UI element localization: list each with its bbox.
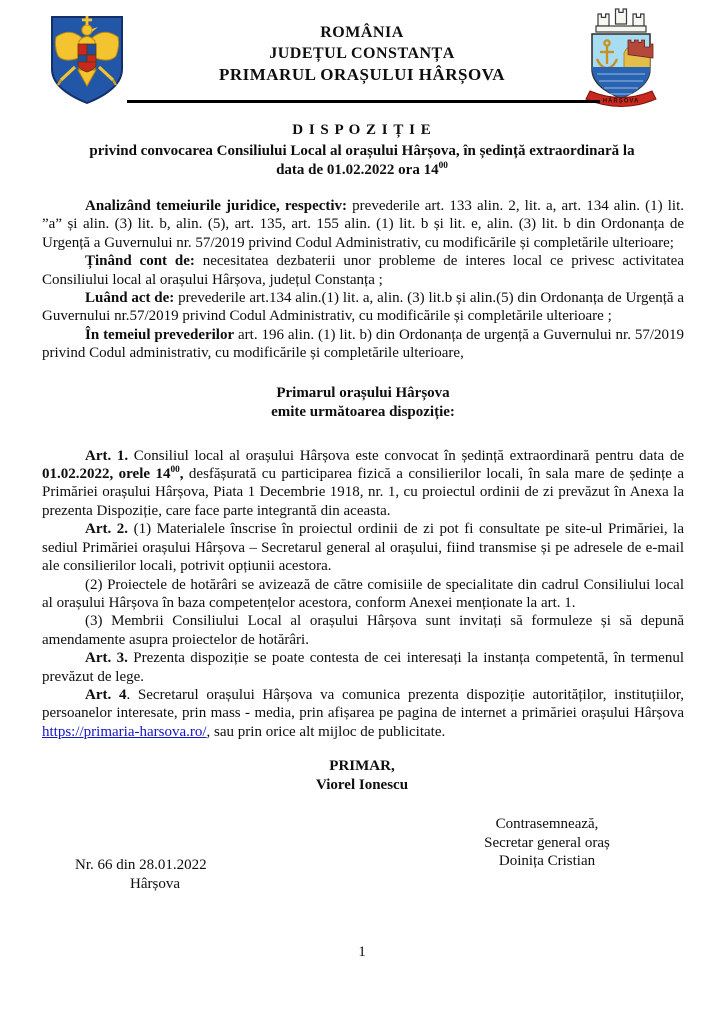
text-segment: Art. 3. bbox=[85, 650, 128, 667]
harsova-coat-of-arms-icon bbox=[584, 5, 658, 112]
text-segment: 01.02.2022, orele 14 bbox=[42, 466, 171, 483]
article-2-paragraph-3 bbox=[42, 612, 684, 649]
text-segment: (1) Materialele înscrise în proiectul ordinii de zi pot fi consultate pe site-ul Primăriei, la sediul Primăriei orașului Hârșova – Secretarul general al orașului, fiind transmise și pe adresele de e-mail ale consilierilor locali, potrivit opțiunii acestora. bbox=[42, 521, 684, 575]
countersign-block bbox=[442, 815, 652, 871]
text-segment: prevederile art.134 alin.(1) lit. a, alin. (3) lit.b și alin.(5) din Ordonanța de Urgență a Guvernului nr.57/2019 privind Codul Administrativ, cu modificările și completările ulterioare ; bbox=[42, 290, 684, 325]
article-1 bbox=[42, 447, 684, 521]
document-subtitle bbox=[0, 142, 724, 180]
preamble-paragraph-2 bbox=[42, 252, 684, 289]
text-segment: Consiliul local al orașului Hârșova este convocat în ședință extraordinară pentru data de bbox=[128, 447, 684, 464]
resolution-heading-line-1: Primarul orașului Hârșova bbox=[276, 384, 450, 401]
registration-number: Nr. 66 din 28.01.2022 bbox=[75, 857, 207, 874]
text-segment: prevederile art. 133 alin. 2, lit. a, art. 134 alin. (1) lit. ”a” și alin. (3) lit. b, alin. (5), art. 135, art. 155 alin. (1) lit. b și lit. e, alin. (3) lit. b din Ordonanța de Urgență a Guvernului nr. 57/2019 privind Codul Administrativ, cu modificările și completările ulterioare; bbox=[42, 198, 684, 251]
footer-city: Hârșova bbox=[130, 875, 180, 892]
header-divider-rule bbox=[127, 100, 600, 103]
text-segment: , sau prin orice alt mijloc de publicitate. bbox=[206, 723, 446, 740]
text-segment: Art. 1. bbox=[85, 447, 129, 464]
page-number: 1 bbox=[358, 944, 366, 960]
document-body bbox=[42, 197, 684, 741]
issuer-name: PRIMARUL ORAȘULUI HÂRȘOVA bbox=[218, 65, 506, 84]
document-title: D I S P O Z I Ț I E bbox=[292, 122, 432, 138]
article-2-paragraph-2 bbox=[42, 576, 684, 613]
subtitle-line-2 bbox=[0, 161, 724, 180]
county-name: JUDEȚUL CONSTANȚA bbox=[269, 45, 455, 62]
countersign-label: Contrasemnează, bbox=[495, 816, 599, 833]
hyperlink[interactable]: https://primaria-harsova.ro/ bbox=[42, 723, 207, 740]
romania-coat-of-arms-icon bbox=[48, 13, 126, 107]
preamble-paragraph-1 bbox=[42, 197, 684, 252]
countersign-role: Secretar general oraș bbox=[484, 834, 610, 851]
sea bbox=[592, 67, 650, 98]
text-segment: Art. 2. bbox=[85, 521, 129, 538]
text-segment: (3) Membrii Consiliului Local al orașului Hârșova sunt invitați să formuleze și să depună amendamente asupra proiectelor de hotărâri. bbox=[42, 613, 684, 648]
text-segment: . Secretarul orașului Hârșova va comunica prezenta dispoziție autorităților, instituțiilor, persoanelor interesate, prin mass - media, prin afișarea pe pagina de internet a primăriei orașului Hârșova bbox=[42, 686, 684, 722]
country-name: ROMÂNIA bbox=[320, 24, 404, 41]
text-segment: Analizând temeiurile juridice, respectiv: bbox=[85, 198, 348, 214]
mural-crown bbox=[596, 9, 646, 32]
mayor-name: Viorel Ionescu bbox=[315, 776, 409, 793]
text-segment: , bbox=[179, 466, 184, 483]
text-segment: necesitatea dezbaterii unor probleme de interes local ce privesc activitatea Consiliului local al orașului Hârșova, județul Constanța ; bbox=[42, 253, 684, 288]
resolution-heading-line-2: emite următoarea dispoziție: bbox=[271, 403, 455, 420]
mayor-role: PRIMAR, bbox=[329, 758, 395, 775]
text-segment: Ținând cont de: bbox=[85, 253, 195, 270]
preamble-paragraph-4 bbox=[42, 326, 684, 363]
text-segment: 00 bbox=[438, 161, 448, 171]
text-segment: data de 01.02.2022 ora 14 bbox=[276, 162, 439, 178]
text-segment: art. 196 alin. (1) lit. b) din Ordonanța de urgență a Guvernului nr. 57/2019 privind Codul administrativ, cu modificările și completările ulterioare, bbox=[42, 326, 684, 362]
text-segment: Luând act de: bbox=[85, 290, 175, 307]
article-4 bbox=[42, 686, 684, 741]
subtitle-line-1: privind convocarea Consiliului Local al orașului Hârșova, în ședință extraordinară la bbox=[89, 143, 635, 159]
text-segment: desfășurată cu participarea fizică a consilierilor locali, în sala mare de ședințe a Primăriei orașului Hârșova, Piata 1 Decembrie 1918, nr. 1, cu proiectul ordinii de zi prevăzut în Anexa la prezenta Dispoziție, care face parte integrantă din aceasta. bbox=[42, 466, 685, 519]
text-segment: 00 bbox=[170, 465, 180, 476]
header-text-block bbox=[130, 22, 594, 85]
text-segment: În temeiul prevederilor bbox=[85, 326, 235, 343]
text-segment: Art. 4 bbox=[85, 686, 127, 703]
text-segment: Prezenta dispoziție se poate contesta de cei interesați la instanța competentă, în termenul prevăzut de lege. bbox=[42, 650, 684, 685]
document-header bbox=[0, 0, 724, 112]
preamble-paragraph-3 bbox=[42, 289, 684, 326]
article-2-paragraph-1 bbox=[42, 520, 684, 575]
article-3 bbox=[42, 649, 684, 686]
resolution-heading bbox=[42, 384, 684, 422]
quartered-inner-shield bbox=[78, 44, 96, 72]
ribbon-town-name: HÂRȘOVA bbox=[602, 98, 640, 105]
mayor-signature-block bbox=[0, 757, 724, 794]
countersign-name: Doinița Cristian bbox=[498, 853, 596, 870]
text-segment: (2) Proiectele de hotărâri se avizează de către comisiile de specialitate din cadrul Consiliului local al orașului Hârșova în baza competențelor acestora, conform Anexei menționate la art. 1. bbox=[42, 576, 684, 611]
